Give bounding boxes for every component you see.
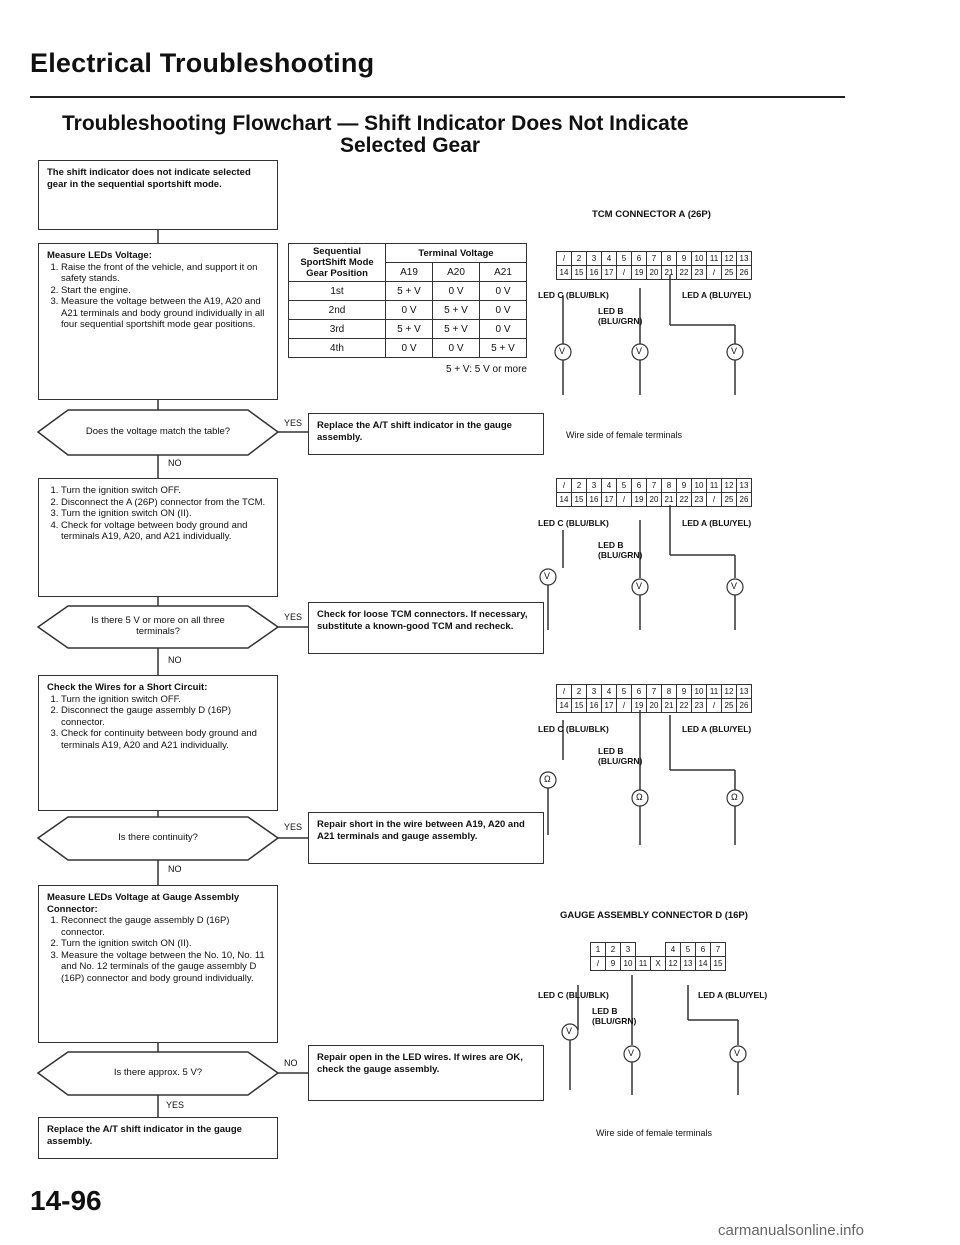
gauge-connector-diagram: 1 2 3 4 5 6 7 / 9 10 11 X 12 13 14 15 [590,942,726,971]
decision4: Is there approx. 5 V? [113,1067,203,1078]
step1-box [38,243,278,400]
no-label: NO [168,458,182,468]
led-b-label: LED B [598,540,624,550]
led-b-label: LED B [598,746,624,756]
ohmmeter-icon: Ω [544,774,551,784]
led-b-color: (BLU/GRN) [598,756,643,766]
table-subheader: A21 [480,263,527,282]
list-item: 3. Check for continuity between body ground and terminals A19, A20 and A21 individually. [61,728,269,751]
led-a-label: LED A (BLU/YEL) [682,290,752,300]
decision2: Is there 5 V or more on all three terminals? [91,615,225,637]
list-item: 1. Turn the ignition switch OFF. [61,485,269,497]
tcm-connector-title: TCM CONNECTOR A (26P) [592,209,711,220]
yes-label: YES [166,1100,185,1110]
gauge-connector-title: GAUGE ASSEMBLY CONNECTOR D (16P) [560,910,748,921]
flowchart-title-line1: Troubleshooting Flowchart — Shift Indicator Does Not Indicate [62,112,689,135]
voltmeter-icon: V [636,581,643,591]
list-item: 1. Reconnect the gauge assembly D (16P) connector. [61,915,269,938]
led-a-label: LED A (BLU/YEL) [698,990,768,1000]
list-item: 1. Turn the ignition switch OFF. [61,694,269,706]
voltmeter-icon: V [559,346,566,356]
flowchart-title-line2: Selected Gear [340,134,481,157]
table-row: 3rd 5 + V 5 + V 0 V [289,320,527,339]
decision3: Is there continuity? [118,832,198,843]
table-row: 1st 5 + V 0 V 0 V [289,282,527,301]
watermark: carmanualsonline.info [718,1222,864,1239]
list-item: 2. Disconnect the gauge assembly D (16P) connector. [61,705,269,728]
ohmmeter-icon: Ω [731,792,738,802]
step2-box [38,478,278,597]
voltmeter-icon: V [731,346,738,356]
list-item: 2. Start the engine. [61,285,269,297]
start-box: The shift indicator does not indicate selected gear in the sequential sportshift mode. [38,160,278,230]
page-title: Electrical Troubleshooting [30,48,375,78]
list-item: 1. Raise the front of the vehicle, and support it on safety stands. [61,262,269,285]
wire-side-note: Wire side of female terminals [596,1128,713,1138]
tcm-connector-diagram-2: / 2 3 4 5 6 7 8 9 10 11 12 13 14 15 16 17 / 19 20 21 22 23 / 25 26 [556,478,752,507]
final-box: Replace the A/T shift indicator in the gauge assembly. [38,1117,278,1159]
page-number: 14-96 [30,1185,102,1216]
table-row: 4th 0 V 0 V 5 + V [289,339,527,358]
table-subheader: A19 [386,263,433,282]
result2-box: Check for loose TCM connectors. If necessary, substitute a known-good TCM and recheck. [308,602,544,654]
no-label: NO [284,1058,298,1068]
list-item: 4. Check for voltage between body ground and terminals A19, A20, and A21 individually. [61,520,269,543]
voltmeter-icon: V [731,581,738,591]
list-item: 3. Measure the voltage between the A19, A20 and A21 terminals and body ground individually in all four sequential sportshift mode gear positions. [61,296,269,331]
table-subheader: A20 [433,263,480,282]
voltmeter-icon: V [734,1048,741,1058]
voltmeter-icon: V [544,571,551,581]
table-header-gear: Sequential SportShift Mode Gear Position [289,244,386,282]
step3-box [38,675,278,811]
no-label: NO [168,655,182,665]
voltmeter-icon: V [566,1026,573,1036]
yes-label: YES [284,822,303,832]
led-b-color: (BLU/GRN) [592,1016,637,1026]
step4-box [38,885,278,1043]
led-c-label: LED C (BLU/BLK) [538,518,609,528]
led-b-label: LED B [592,1006,618,1016]
led-b-color: (BLU/GRN) [598,316,643,326]
table-note: 5 + V: 5 V or more [445,364,527,375]
no-label: NO [168,864,182,874]
led-b-label: LED B [598,306,624,316]
list-item: 2. Turn the ignition switch ON (II). [61,938,269,950]
led-b-color: (BLU/GRN) [598,550,643,560]
led-c-label: LED C (BLU/BLK) [538,290,609,300]
result1-box: Replace the A/T shift indicator in the gauge assembly. [308,413,544,455]
led-a-label: LED A (BLU/YEL) [682,518,752,528]
result3-box: Repair short in the wire between A19, A20 and A21 terminals and gauge assembly. [308,812,544,864]
tcm-connector-diagram-3: / 2 3 4 5 6 7 8 9 10 11 12 13 14 15 16 17 / 19 20 21 22 23 / 25 26 [556,684,752,713]
yes-label: YES [284,612,303,622]
led-a-label: LED A (BLU/YEL) [682,724,752,734]
table-row: 2nd 0 V 5 + V 0 V [289,301,527,320]
step1-title: Measure LEDs Voltage: [47,250,152,261]
led-c-label: LED C (BLU/BLK) [538,724,609,734]
step3-title: Check the Wires for a Short Circuit: [47,682,208,693]
list-item: 2. Disconnect the A (26P) connector from the TCM. [61,497,269,509]
list-item: 3. Measure the voltage between the No. 10, No. 11 and No. 12 terminals of the gauge assembly D (16P) connector and body ground individually. [61,950,269,985]
led-c-label: LED C (BLU/BLK) [538,990,609,1000]
tcm-connector-diagram-1: / 2 3 4 5 6 7 8 9 10 11 12 13 14 15 16 17 / 19 20 21 22 23 / 25 26 [556,251,752,280]
table-header-voltage: Terminal Voltage [386,244,527,263]
decision1: Does the voltage match the table? [85,426,231,437]
voltmeter-icon: V [628,1048,635,1058]
step4-title: Measure LEDs Voltage at Gauge Assembly Connector: [47,892,240,915]
voltmeter-icon: V [636,346,643,356]
wire-side-note: Wire side of female terminals [566,430,683,440]
list-item: 3. Turn the ignition switch ON (II). [61,508,269,520]
voltage-table [288,243,527,375]
yes-label: YES [284,418,303,428]
result4-box: Repair open in the LED wires. If wires are OK, check the gauge assembly. [308,1045,544,1101]
ohmmeter-icon: Ω [636,792,643,802]
